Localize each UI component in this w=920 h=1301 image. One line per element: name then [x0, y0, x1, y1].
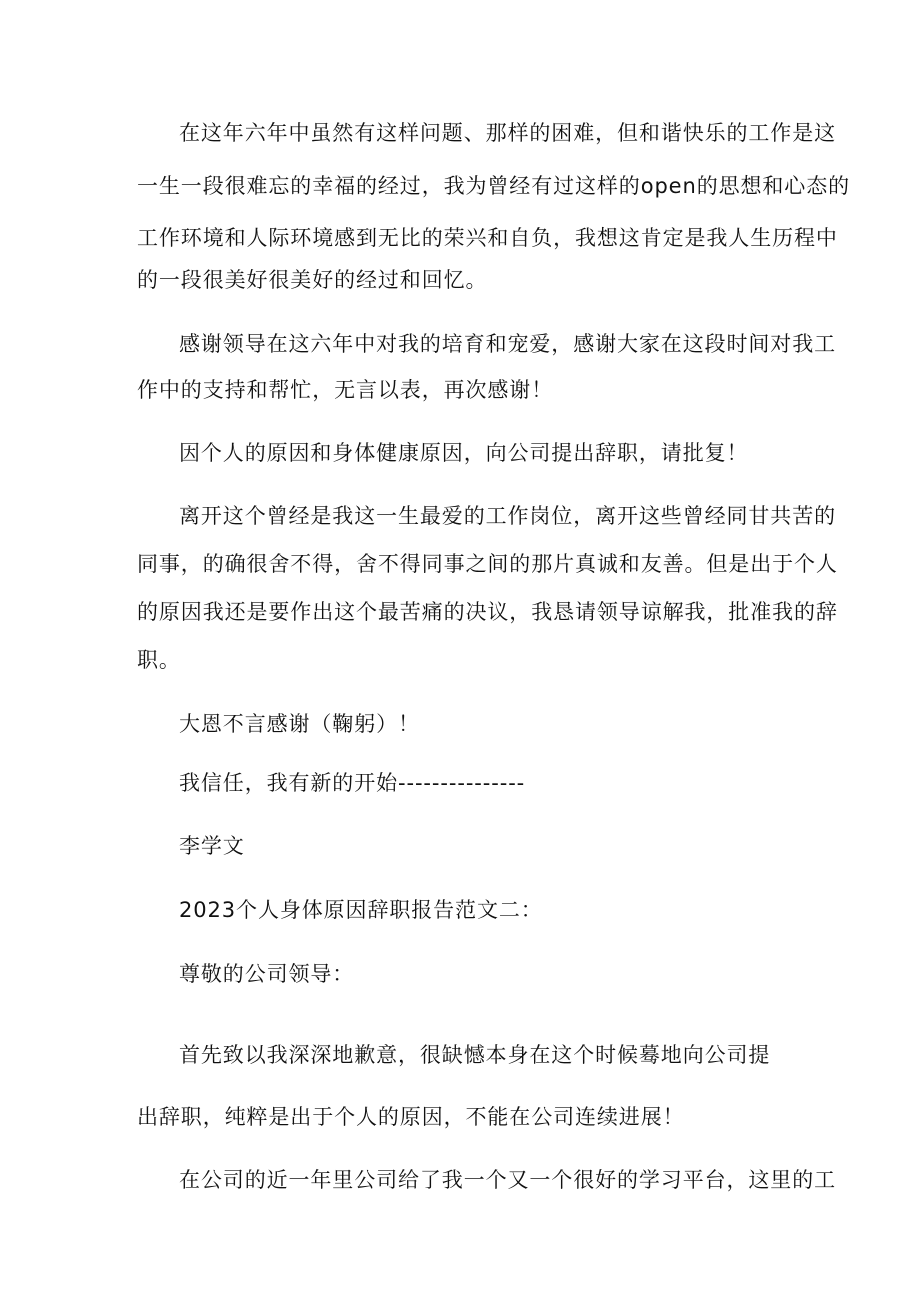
salutation: 尊敬的公司领导：	[179, 962, 355, 986]
paragraph-1-line-2: 一生一段很难忘的幸福的经过，我为曾经有过这样的open的思想和心态的	[137, 174, 851, 198]
signature: 李学文	[179, 834, 245, 858]
paragraph-4-line-1: 离开这个曾经是我这一生最爱的工作岗位，离开这些曾经同甘共苦的	[179, 504, 836, 528]
paragraph-4-line-2: 同事，的确很舍不得，舍不得同事之间的那片真诚和友善。但是出于个人	[137, 552, 838, 576]
paragraph-1-line-1: 在这年六年中虽然有这样问题、那样的困难，但和谐快乐的工作是这	[179, 121, 836, 145]
paragraph-4-line-4: 职。	[137, 648, 181, 672]
paragraph-4-line-3: 的原因我还是要作出这个最苦痛的决议，我恳请领导谅解我，批准我的辞	[137, 600, 838, 624]
paragraph-8-line-1: 在公司的近一年里公司给了我一个又一个很好的学习平台，这里的工	[179, 1168, 836, 1192]
paragraph-6: 我信任，我有新的开始---------------	[179, 771, 526, 795]
paragraph-2-line-2: 作中的支持和帮忙，无言以表，再次感谢！	[137, 378, 554, 402]
paragraph-7-line-1: 首先致以我深深地歉意，很缺憾本身在这个时候蓦地向公司提	[179, 1043, 771, 1067]
paragraph-2-line-1: 感谢领导在这六年中对我的培育和宠爱，感谢大家在这段时间对我工	[179, 332, 836, 356]
paragraph-3: 因个人的原因和身体健康原因，向公司提出辞职，请批复！	[179, 441, 749, 465]
paragraph-1-line-3: 工作环境和人际环境感到无比的荣兴和自负，我想这肯定是我人生历程中	[137, 226, 838, 250]
section-title: 2023个人身体原因辞职报告范文二：	[179, 898, 543, 922]
paragraph-5: 大恩不言感谢（鞠躬）！	[179, 712, 420, 736]
paragraph-1-line-4: 的一段很美好很美好的经过和回忆。	[137, 268, 488, 292]
paragraph-7-line-2: 出辞职，纯粹是出于个人的原因，不能在公司连续进展！	[137, 1105, 685, 1129]
